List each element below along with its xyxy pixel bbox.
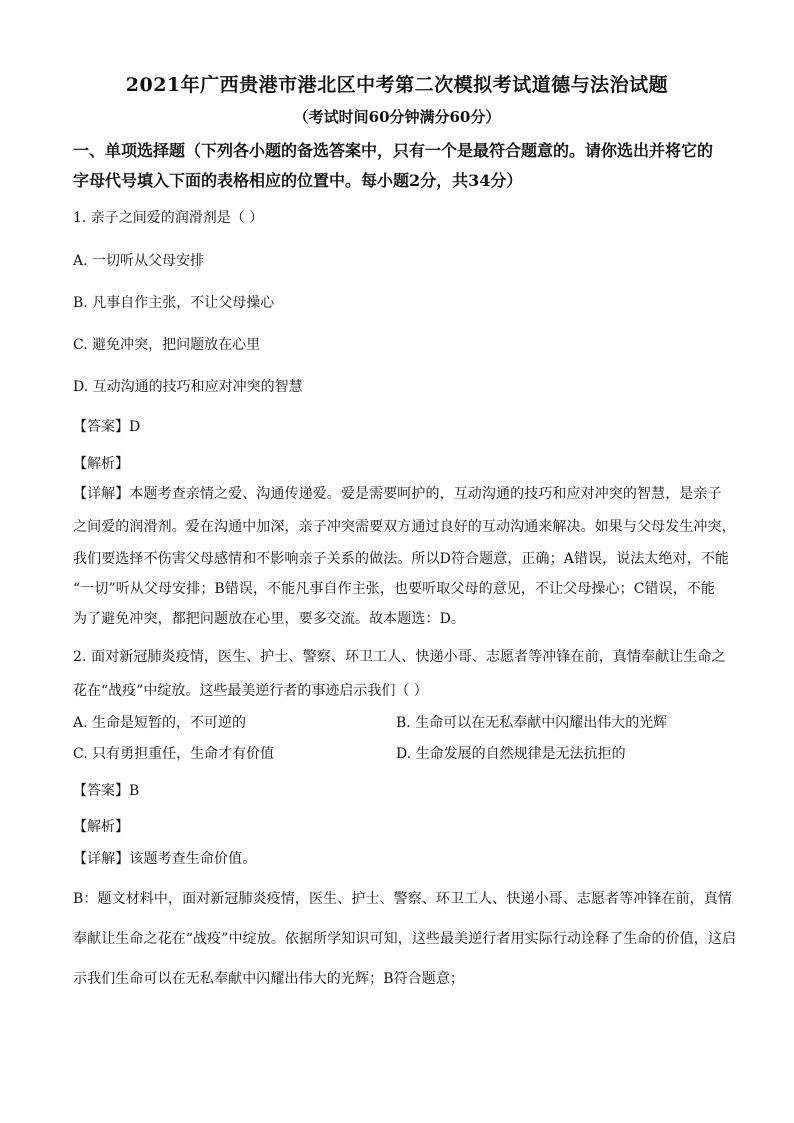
question-2-analysis-label: 【解析】	[73, 819, 129, 835]
question-1-option-d: D. 互动沟通的技巧和应对冲突的智慧	[73, 379, 303, 395]
question-1-analysis-label: 【解析】	[73, 456, 129, 472]
section-heading-line2: 字母代号填入下面的表格相应的位置中。每小题2分，共34分）	[73, 171, 523, 190]
question-2-option-b: B. 生命可以在无私奉献中闪耀出伟大的光辉	[396, 715, 668, 731]
question-1-option-c: C. 避免冲突，把问题放在心里	[73, 337, 261, 353]
question-2-detail-line: 示我们生命可以在无私奉献中闪耀出伟大的光辉；B符合题意；	[73, 971, 465, 987]
question-1-detail-line: 【详解】本题考查亲情之爱、沟通传递爱。爱是需要呵护的，互动沟通的技巧和应对冲突的智慧，是亲子	[73, 486, 722, 502]
question-1-stem: 1. 亲子之间爱的润滑剂是（ ）	[73, 210, 264, 226]
question-2-detail-line: B：题文材料中，面对新冠肺炎疫情，医生、护士、警察、环卫工人、快递小哥、志愿者等冲锋在前，真情	[73, 891, 732, 907]
page-title: 2021年广西贵港市港北区中考第二次模拟考试道德与法治试题	[125, 74, 669, 96]
section-heading-line1: 一、单项选择题（下列各小题的备选答案中，只有一个是最符合题意的。请你选出并将它的	[73, 141, 714, 160]
question-2-stem-line2: 花在“战疫”中绽放。这些最美逆行者的事迹启示我们（ ）	[73, 683, 428, 699]
question-2-detail-line: 【详解】该题考查生命价值。	[73, 851, 257, 867]
question-2-detail-line: 奉献让生命之花在“战疫”中绽放。依据所学知识可知，这些最美逆行者用实际行动诠释了生命的价值，这启	[73, 931, 737, 947]
question-2-answer: 【答案】B	[73, 783, 140, 799]
question-1-option-a: A. 一切听从父母安排	[73, 253, 205, 269]
question-2-stem-line1: 2. 面对新冠肺炎疫情，医生、护士、警察、环卫工人、快递小哥、志愿者等冲锋在前，真情奉献让生命之	[73, 649, 726, 665]
question-2-option-d: D. 生命发展的自然规律是无法抗拒的	[396, 746, 626, 762]
question-1-detail-line: 我们要选择不伤害父母感情和不影响亲子关系的做法。所以D符合题意，正确；A错误，说法太绝对，不能	[73, 551, 730, 567]
question-1-detail-line: 为了避免冲突，都把问题放在心里，要多交流。故本题选：D。	[73, 611, 466, 627]
question-1-answer: 【答案】D	[73, 419, 141, 435]
question-1-option-b: B. 凡事自作主张，不让父母操心	[73, 295, 275, 311]
question-2-option-a: A. 生命是短暂的，不可逆的	[73, 715, 247, 731]
question-1-detail-line: 之间爱的润滑剂。爱在沟通中加深，亲子冲突需要双方通过良好的互动沟通来解决。如果与父母发生冲突，	[73, 519, 736, 535]
question-2-option-c: C. 只有勇担重任，生命才有价值	[73, 746, 275, 762]
page-subtitle: （考试时间60分钟满分60分）	[293, 108, 501, 126]
question-1-detail-line: “一切”听从父母安排；B错误，不能凡事自作主张，也要听取父母的意见，不让父母操心；C错误，不能	[73, 581, 716, 597]
